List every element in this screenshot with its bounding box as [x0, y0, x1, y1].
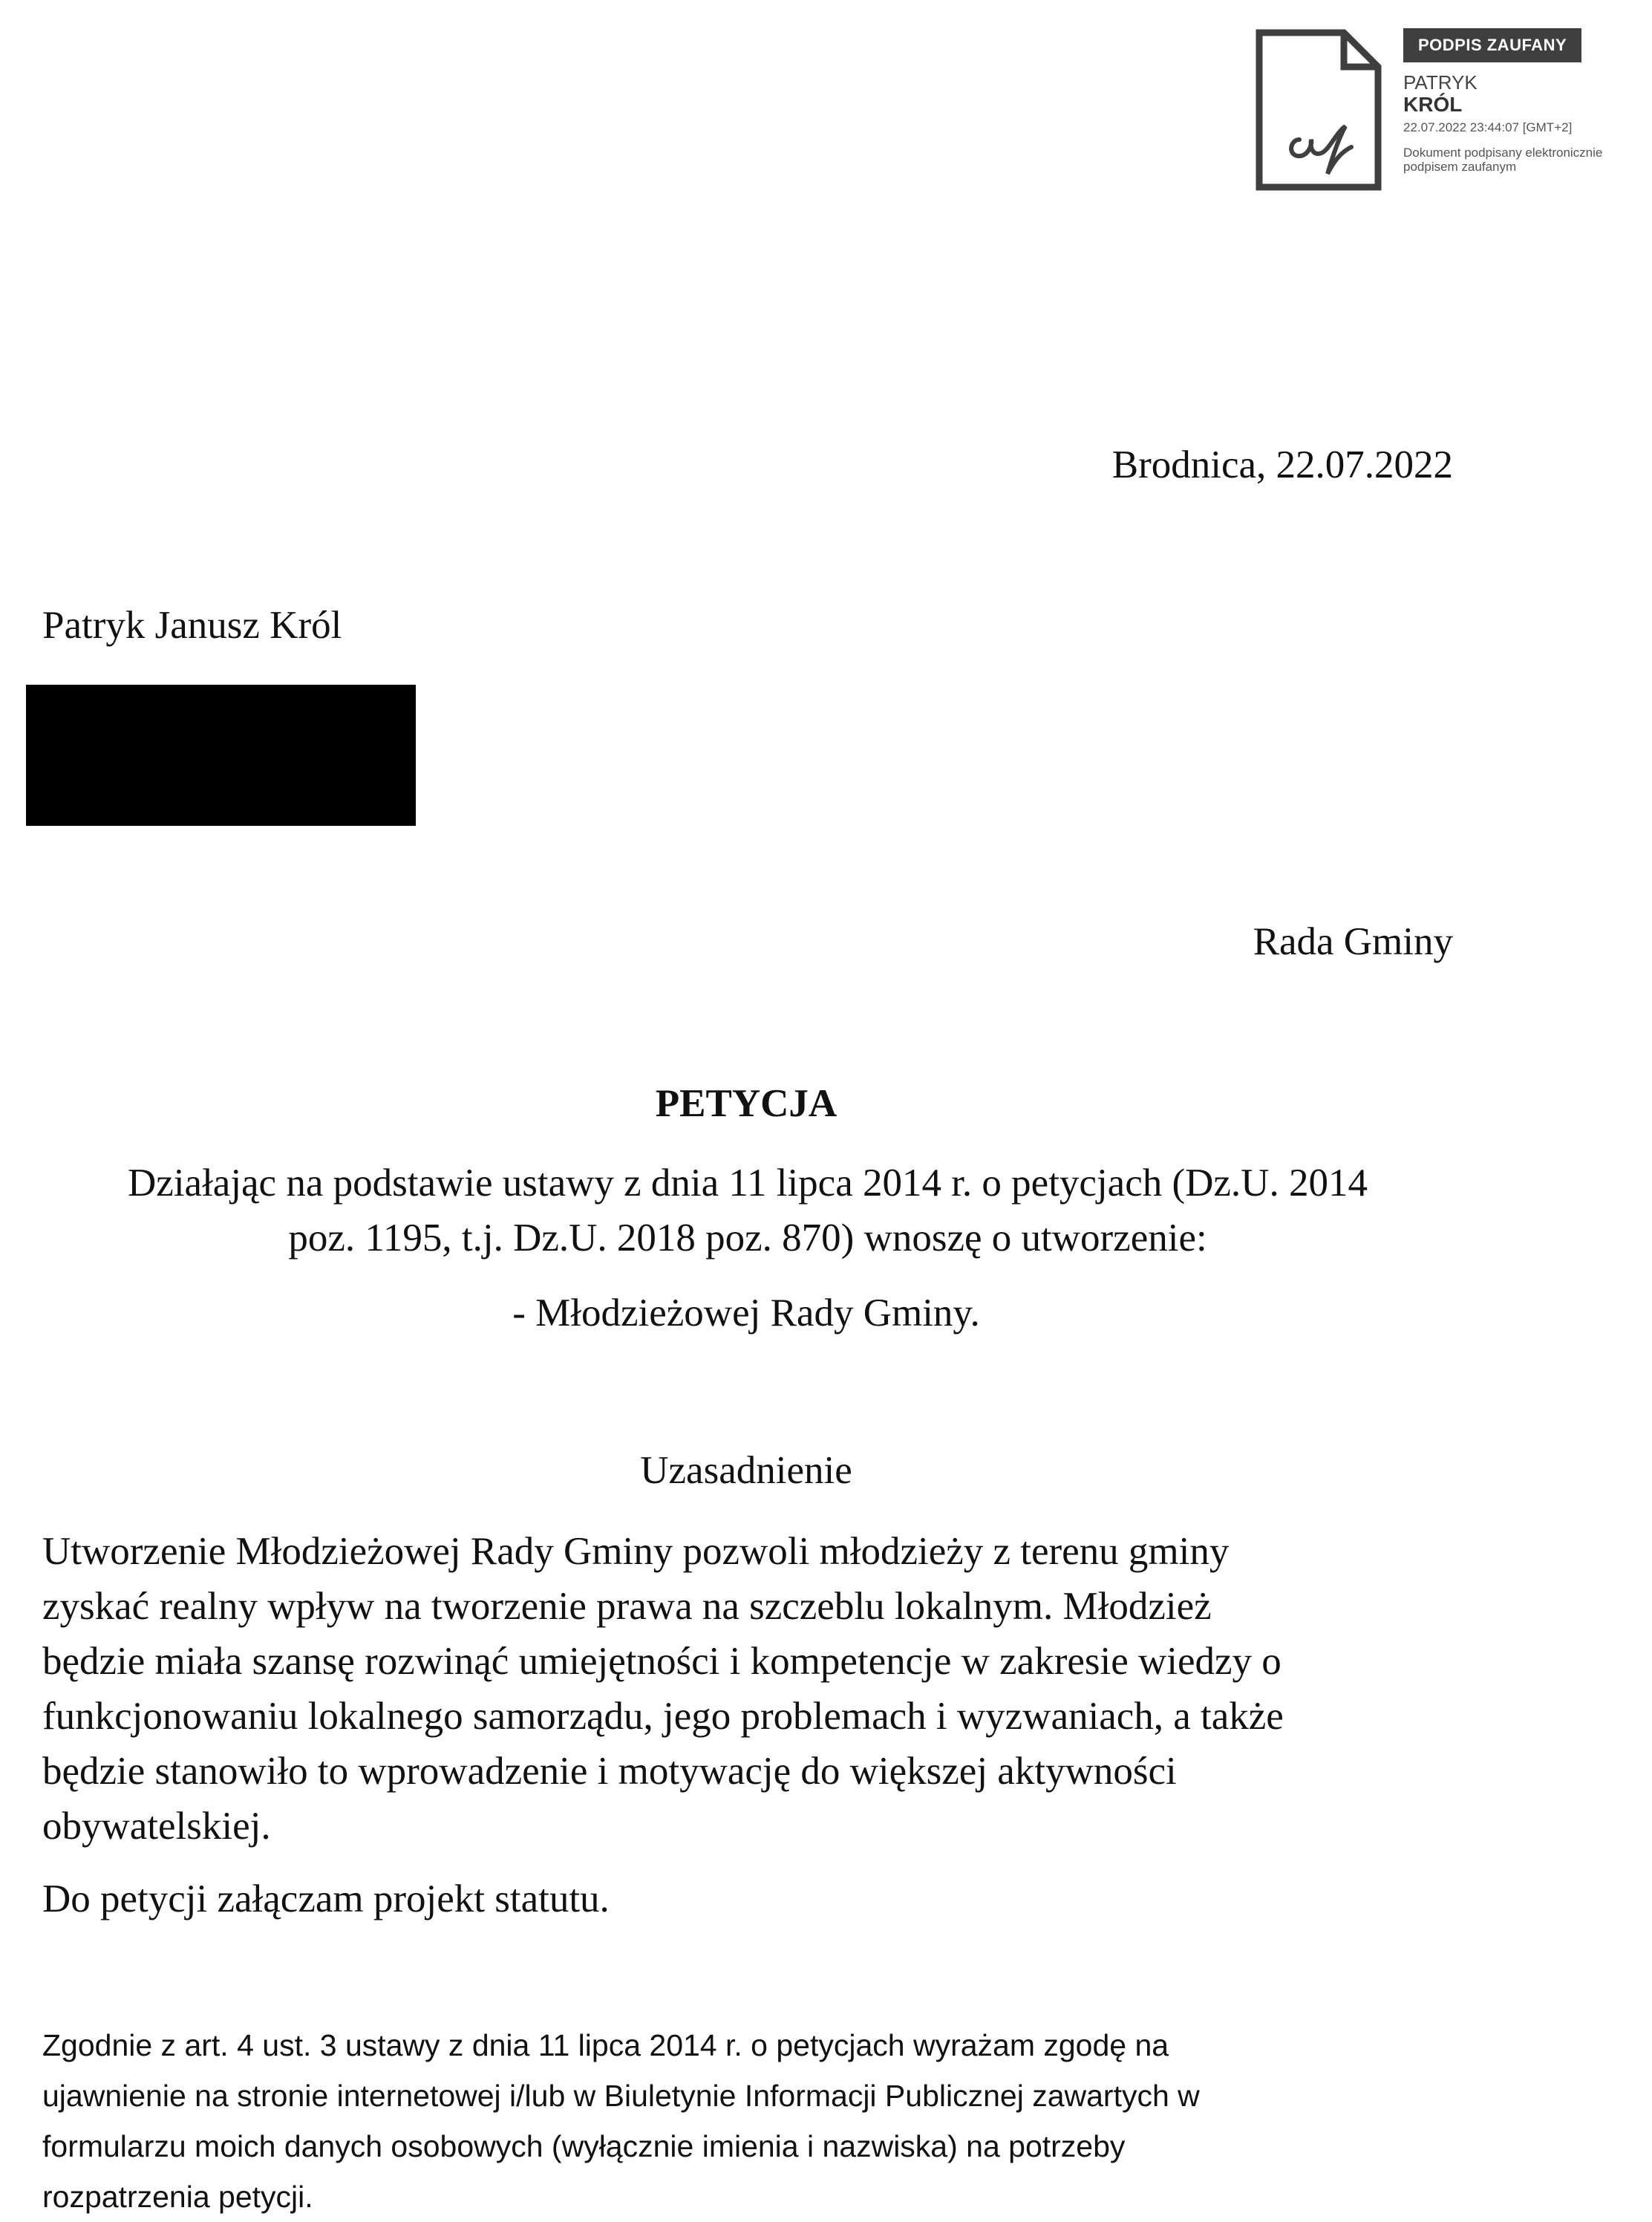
document-title: PETYCJA — [655, 1082, 838, 1125]
consent-line: ujawnienie na stronie internetowej i/lub w Biuletynie Informacji Publicznej zawartych w — [42, 2079, 1200, 2113]
justification-line: funkcjonowaniu lokalnego samorządu, jego problemach i wyzwaniach, a także — [42, 1695, 1284, 1738]
trusted-signature-badge: PODPIS ZAUFANY — [1403, 28, 1581, 62]
signature-datetime: 22.07.2022 23:44:07 [GMT+2] — [1403, 120, 1573, 134]
signer-last-name: KRÓL — [1403, 93, 1463, 116]
signature-details — [1403, 28, 1641, 174]
signature-note — [1403, 146, 1641, 174]
signed-document-icon — [1255, 28, 1382, 192]
requested-item: - Młodzieżowej Rady Gminy. — [512, 1291, 980, 1335]
trusted-signature-stamp — [1255, 28, 1641, 199]
justification-line: będzie miała szansę rozwinąć umiejętności i kompetencje w zakresie wiedzy o — [42, 1640, 1282, 1683]
place-and-date: Brodnica, 22.07.2022 — [1111, 443, 1453, 486]
sender-name: Patryk Janusz Król — [42, 604, 342, 647]
signature-note-line: Dokument podpisany elektronicznie — [1403, 146, 1603, 160]
recipient: Rada Gminy — [1253, 920, 1453, 963]
attachment-note: Do petycji załączam projekt statutu. — [42, 1877, 610, 1920]
consent-clause — [42, 2020, 1438, 2222]
petition-intro — [42, 1156, 1453, 1265]
intro-line: poz. 1195, t.j. Dz.U. 2018 poz. 870) wnoszę o utworzenie: — [288, 1216, 1207, 1260]
justification-heading: Uzasadnienie — [640, 1449, 852, 1492]
justification-line: Utworzenie Młodzieżowej Rady Gminy pozwoli młodzieży z terenu gminy — [42, 1530, 1230, 1573]
consent-line: Zgodnie z art. 4 ust. 3 ustawy z dnia 11 lipca 2014 r. o petycjach wyrażam zgodę na — [42, 2028, 1169, 2062]
intro-line: Działając na podstawie ustawy z dnia 11 lipca 2014 r. o petycjach (Dz.U. 2014 — [128, 1162, 1368, 1205]
redacted-address-block — [26, 685, 416, 826]
justification-line: będzie stanowiło to wprowadzenie i motywację do większej aktywności — [42, 1750, 1177, 1793]
consent-line: formularzu moich danych osobowych (wyłącznie imienia i nazwiska) na potrzeby — [42, 2129, 1126, 2163]
signature-note-line: podpisem zaufanym — [1403, 160, 1517, 174]
justification-paragraph — [42, 1524, 1468, 1854]
justification-line: zyskać realny wpływ na tworzenie prawa na szczeblu lokalnym. Młodzież — [42, 1585, 1212, 1628]
justification-line: obywatelskiej. — [42, 1805, 271, 1848]
signer-first-name: PATRYK — [1403, 71, 1478, 94]
consent-line: rozpatrzenia petycji. — [42, 2180, 313, 2214]
